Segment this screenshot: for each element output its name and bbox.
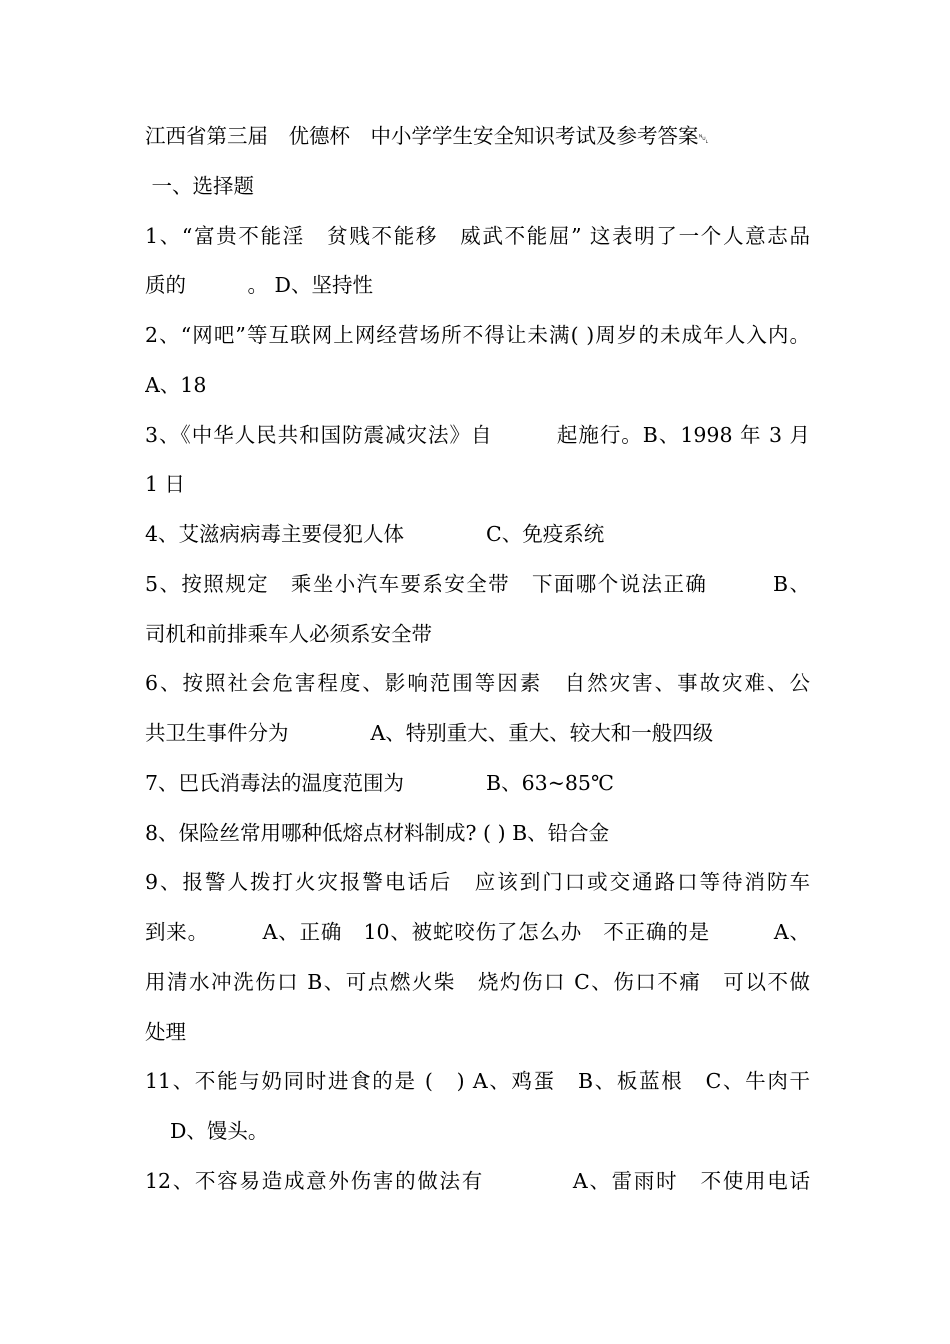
text-line: 1、“富贵不能淫 贫贱不能移 威武不能屈” 这表明了一个人意志品 [145,224,810,248]
text-line: 1 日 [145,472,186,496]
text-line: 质的 。 D、坚持性 [145,273,373,297]
text-line: 9、报警人拨打火灾报警电话后 应该到门口或交通路口等待消防车 [145,870,810,894]
missing-glyph-mark: ␀ [698,132,709,147]
text-line: 11、不能与奶同时进食的是 ( ) A、鸡蛋 B、板蓝根 C、牛肉干 [145,1069,810,1093]
text-line: A、18 [145,373,207,397]
text-line: 2、“网吧”等互联网上网经营场所不得让未满( )周岁的未成年人入内。 [145,323,810,347]
text-line: 司机和前排乘车人必须系安全带 [145,622,432,646]
text-line: 处理 [145,1020,186,1044]
text-line: 用清水冲洗伤口 B、可点燃火柴 烧灼伤口 C、伤口不痛 可以不做 [145,970,810,994]
document-title: 江西省第三届 优德杯 中小学学生安全知识考试及参考答案␀ [145,124,709,148]
section-heading: 一、选择题 [145,174,255,198]
text-line: 共卫生事件分为 A、特别重大、重大、较大和一般四级 [145,721,714,745]
text-line: 5、按照规定 乘坐小汽车要系安全带 下面哪个说法正确 B、 [145,572,810,596]
text-line: 6、按照社会危害程度、影响范围等因素 自然灾害、事故灾难、公 [145,671,810,695]
text-line: 到来。 A、正确 10、被蛇咬伤了怎么办 不正确的是 A、 [145,920,810,944]
text-line: 12、不容易造成意外伤害的做法有 A、雷雨时 不使用电话 [145,1169,810,1193]
text-line: 8、保险丝常用哪种低熔点材料制成? ( ) B、铅合金 [145,821,610,845]
text-line: 7、巴氏消毒法的温度范围为 B、63~85℃ [145,771,614,795]
text-line: 3、《中华人民共和国防震减灾法》自 起施行。B、1998 年 3 月 [145,423,810,447]
text-line: D、馒头。 [170,1119,269,1143]
text-line: 4、艾滋病病毒主要侵犯人体 C、免疫系统 [145,522,605,546]
